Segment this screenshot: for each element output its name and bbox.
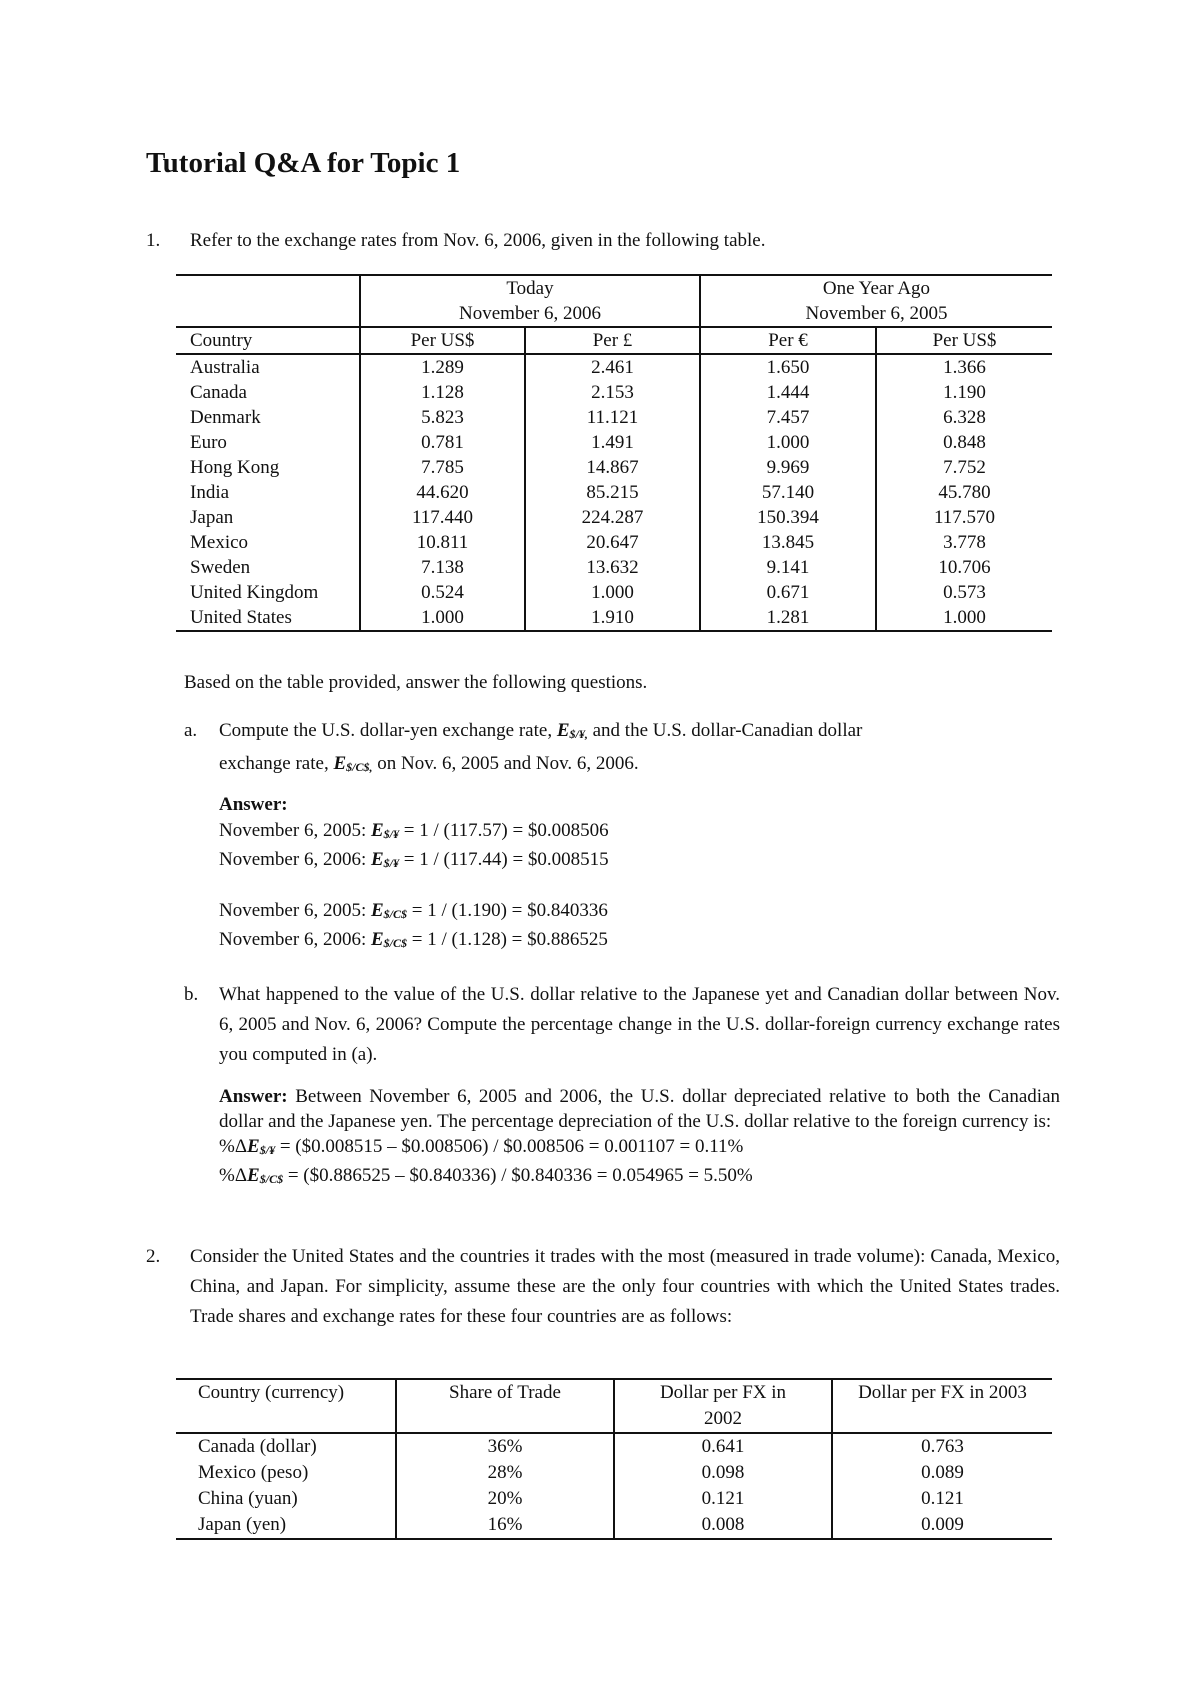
- table-cell: 1.281: [700, 605, 876, 631]
- formula-result: = 1 / (117.57) = $0.008506: [399, 820, 609, 841]
- table-group-row: [176, 275, 1052, 327]
- table-cell: United States: [190, 607, 292, 628]
- table-cell: 13.632: [525, 555, 700, 580]
- table-cell: 9.969: [700, 455, 876, 480]
- table-cell: 85.215: [525, 480, 700, 505]
- table-cell: 117.570: [876, 505, 1052, 530]
- question-text: Refer to the exchange rates from Nov. 6, 2006, given in the following table.: [190, 230, 766, 251]
- table-cell: 1.491: [525, 430, 700, 455]
- table-cell: 0.763: [832, 1433, 1052, 1460]
- part-a-question: Compute the U.S. dollar-yen exchange rate, E$/¥, and the U.S. dollar-Canadian dollar exchange rate, E$/C$, on Nov. 6, 2005 and Nov. 6, 2006.: [219, 720, 863, 774]
- exchange-rate-symbol: E: [247, 1165, 260, 1186]
- answer-label: Answer:: [219, 794, 288, 815]
- table-cell: 0.098: [614, 1460, 832, 1486]
- column-header: Per £: [525, 327, 700, 354]
- table-cell: Australia: [190, 357, 260, 378]
- formula-result: = ($0.886525 – $0.840336) / $0.840336 = 0.054965 = 5.50%: [283, 1165, 753, 1186]
- exchange-rate-subscript: $/¥: [383, 827, 400, 841]
- table-row: [176, 1433, 1052, 1460]
- question-2: [146, 1242, 1060, 1332]
- formula-result: = 1 / (1.190) = $0.840336: [407, 900, 608, 921]
- column-header: Per US$: [876, 327, 1052, 354]
- table-cell: 7.752: [876, 455, 1052, 480]
- table-row: [176, 1512, 1052, 1539]
- table-cell: 57.140: [700, 480, 876, 505]
- table-cell: 7.138: [360, 555, 525, 580]
- table-cell: Sweden: [190, 557, 251, 578]
- formula-line: [219, 847, 1060, 876]
- exchange-rate-symbol: E: [370, 900, 384, 921]
- table-cell: 0.573: [876, 580, 1052, 605]
- formula-prefix: November 6, 2006:: [219, 849, 371, 870]
- table-cell: 28%: [396, 1460, 614, 1486]
- table-cell: 0.848: [876, 430, 1052, 455]
- table-cell: 36%: [396, 1433, 614, 1460]
- table-header-row: [176, 1379, 1052, 1433]
- column-header: Dollar per FX in 2003: [832, 1379, 1052, 1433]
- table-cell: 150.394: [700, 505, 876, 530]
- question-text: Consider the United States and the countries it trades with the most (measured in trade volume): Canada, Mexico, China, and Japan. For simplicity, assume these are the only four countries with which the United States trades. Trade shares and exchange rates for these four countries are as follows:: [190, 1246, 1060, 1327]
- table-row: [176, 455, 1052, 480]
- table-row: [176, 605, 1052, 631]
- table-cell: China (yuan): [198, 1488, 298, 1509]
- table-cell: 1.000: [360, 605, 525, 631]
- part-label: b.: [184, 984, 199, 1005]
- table-cell: 13.845: [700, 530, 876, 555]
- table-cell: 5.823: [360, 405, 525, 430]
- table-cell: 0.781: [360, 430, 525, 455]
- page-title: Tutorial Q&A for Topic 1: [146, 147, 461, 179]
- table-row: [176, 1486, 1052, 1512]
- formula-line: [219, 818, 1060, 847]
- table-cell: 1.190: [876, 380, 1052, 405]
- answer-b-text: Answer: Between November 6, 2005 and 2006, the U.S. dollar depreciated relative to both the Canadian dollar and the Japanese yen. The percentage depreciation of the U.S. dollar relative to the foreign currency is:: [219, 1086, 1061, 1132]
- table-cell: 7.457: [700, 405, 876, 430]
- formula-line: [219, 898, 1060, 927]
- table-cell: 45.780: [876, 480, 1052, 505]
- table-cell: United Kingdom: [190, 582, 319, 603]
- exchange-rate-subscript: $/¥: [259, 1143, 276, 1157]
- table-cell: 1.000: [876, 605, 1052, 631]
- table-cell: 2.461: [525, 354, 700, 380]
- table-cell: 14.867: [525, 455, 700, 480]
- group-header-one-year-ago: One Year Ago November 6, 2005: [700, 275, 1052, 327]
- part-b-question: What happened to the value of the U.S. dollar relative to the Japanese yet and Canadian dollar between Nov. 6, 2005 and Nov. 6, 2006? Compute the percentage change in the U.S. dollar-foreign currency exchange rates you computed in (a).: [219, 984, 1060, 1065]
- table-row: [176, 354, 1052, 380]
- exchange-rate-subscript: $/C$: [259, 1172, 284, 1186]
- table-row: [176, 405, 1052, 430]
- table-cell: Japan: [190, 507, 234, 528]
- table-cell: 1.650: [700, 354, 876, 380]
- table-cell: Japan (yen): [198, 1514, 287, 1535]
- table-cell: 1.289: [360, 354, 525, 380]
- table-cell: 1.910: [525, 605, 700, 631]
- table-header-row: [176, 327, 1052, 354]
- table-cell: Denmark: [190, 407, 261, 428]
- table-cell: Mexico: [190, 532, 249, 553]
- column-header: Per US$: [360, 327, 525, 354]
- column-header: Share of Trade: [396, 1379, 614, 1433]
- formula-prefix: %Δ: [219, 1136, 248, 1157]
- table-cell: Canada (dollar): [198, 1436, 317, 1457]
- table-cell: 20%: [396, 1486, 614, 1512]
- table-cell: Hong Kong: [190, 457, 280, 478]
- formula-line: [219, 1134, 1060, 1163]
- part-b: [184, 980, 1061, 1192]
- exchange-rate-subscript: $/C$: [383, 936, 408, 950]
- table-cell: 0.121: [832, 1486, 1052, 1512]
- table-cell: 9.141: [700, 555, 876, 580]
- table-row: [176, 555, 1052, 580]
- table-cell: 11.121: [525, 405, 700, 430]
- table-cell: 1.366: [876, 354, 1052, 380]
- table-cell: 16%: [396, 1512, 614, 1539]
- table-cell: 1.128: [360, 380, 525, 405]
- table-cell: 10.811: [360, 530, 525, 555]
- formula-prefix: November 6, 2005:: [219, 900, 371, 921]
- table-cell: 1.444: [700, 380, 876, 405]
- table-cell: 10.706: [876, 555, 1052, 580]
- exchange-rate-symbol: E: [370, 820, 384, 841]
- table-row: [176, 380, 1052, 405]
- question-number: 2.: [146, 1246, 161, 1267]
- exchange-rate-symbol: E: [370, 849, 384, 870]
- part-label: a.: [184, 720, 198, 741]
- table-cell: 6.328: [876, 405, 1052, 430]
- intro-text: Based on the table provided, answer the following questions.: [184, 672, 648, 693]
- formula-result: = ($0.008515 – $0.008506) / $0.008506 = 0.001107 = 0.11%: [275, 1136, 744, 1157]
- table-cell: 1.000: [700, 430, 876, 455]
- formula-prefix: November 6, 2005:: [219, 820, 371, 841]
- table-cell: 7.785: [360, 455, 525, 480]
- table-cell: 1.000: [525, 580, 700, 605]
- trade-share-table: [176, 1378, 1052, 1540]
- table-row: [176, 505, 1052, 530]
- table-cell: 224.287: [525, 505, 700, 530]
- table-cell: 44.620: [360, 480, 525, 505]
- table-cell: 0.089: [832, 1460, 1052, 1486]
- table-row: [176, 580, 1052, 605]
- table-cell: 3.778: [876, 530, 1052, 555]
- question-number: 1.: [146, 230, 161, 251]
- exchange-rate-symbol: E: [247, 1136, 260, 1157]
- column-header: Country (currency): [176, 1379, 396, 1433]
- formula-line: [219, 1163, 1060, 1192]
- table-body: [176, 1433, 1052, 1539]
- column-header: Per €: [700, 327, 876, 354]
- table-cell: 0.671: [700, 580, 876, 605]
- table-cell: 0.641: [614, 1433, 832, 1460]
- table-cell: Euro: [190, 432, 227, 453]
- question-1: [146, 226, 1060, 256]
- table-body: [176, 354, 1052, 631]
- table-row: [176, 1460, 1052, 1486]
- answer-b-lines: [219, 1134, 1060, 1192]
- exchange-rate-table: [176, 274, 1052, 632]
- table-cell: 0.121: [614, 1486, 832, 1512]
- table-row: [176, 530, 1052, 555]
- exchange-rate-symbol: E: [370, 929, 384, 950]
- table-row: [176, 480, 1052, 505]
- answer-label: Answer:: [219, 1086, 288, 1107]
- answer-a-lines: [219, 818, 1060, 956]
- table-cell: 2.153: [525, 380, 700, 405]
- table-cell: 117.440: [360, 505, 525, 530]
- column-header: Country: [176, 327, 360, 354]
- table-row: [176, 430, 1052, 455]
- formula-result: = 1 / (1.128) = $0.886525: [407, 929, 608, 950]
- part-a: [184, 716, 1060, 956]
- table-cell: India: [190, 482, 230, 503]
- table-cell: 0.524: [360, 580, 525, 605]
- table-cell: 20.647: [525, 530, 700, 555]
- formula-result: = 1 / (117.44) = $0.008515: [399, 849, 609, 870]
- table-cell: Mexico (peso): [198, 1462, 309, 1483]
- table-cell: 0.009: [832, 1512, 1052, 1539]
- group-header-today: Today November 6, 2006: [360, 275, 700, 327]
- formula-line: [219, 927, 1060, 956]
- formula-prefix: November 6, 2006:: [219, 929, 371, 950]
- exchange-rate-subscript: $/¥: [383, 856, 400, 870]
- exchange-rate-subscript: $/C$: [383, 907, 408, 921]
- table-cell: 0.008: [614, 1512, 832, 1539]
- column-header: Dollar per FX in 2002: [614, 1379, 832, 1433]
- formula-prefix: %Δ: [219, 1165, 248, 1186]
- table-cell: Canada: [190, 382, 247, 403]
